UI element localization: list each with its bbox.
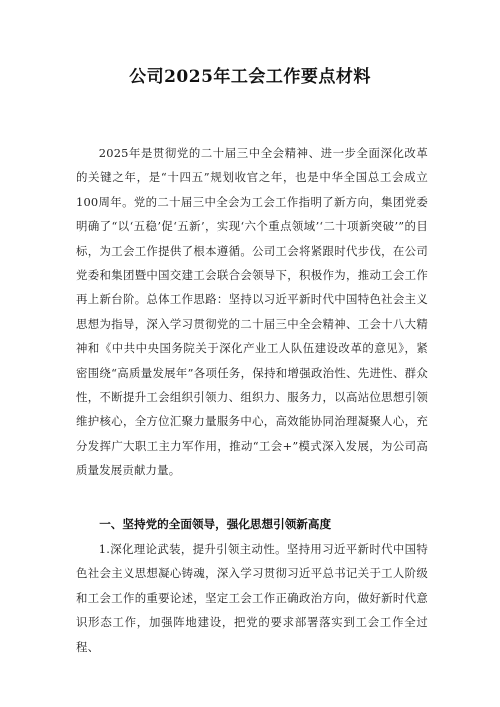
document-title: 公司2025年工会工作要点材料 [129, 67, 371, 87]
section-heading: 一、坚持党的全面领导，强化思想引领新高度 [99, 517, 332, 531]
intro-paragraph: 2025年是贯彻党的二十届三中全会精神、进一步全面深化改革的关键之年，是“十四五”规划收官之年，也是中华全国总工会成立100周年。党的二十届三中全会为工会工作指明了新方向，集团党委明确了“以‘五稳’促‘五新’，实现‘六个重点领域’‘二十项新突破’”的目标，为工会工作提供了根本遵循。公司工会将紧跟时代步伐，在公司党委和集团暨中国交建工会联合会领导下，积极作为，推动工会工作再上新台阶。总体工作思路：坚持以习近平新时代中国特色社会主义思想为指导，深入学习贯彻党的二十届三中全会精神、工会十八大精神和《中共中央国务院关于深化产业工人队伍建设改革的意见》，紧密围绕“高质量发展年”各项任务，保持和增强政治性、先进性、群众性，不断提升工会组织引领力、组织力、服务力，以高站位思想引领维护核心，全方位汇聚力量服务中心，高效能协同治理凝聚人心，充分发挥广大职工主力军作用，推动“工会+”模式深入发展，为公司高质量发展贡献力量。 [76, 146, 428, 478]
section-paragraph: 1.深化理论武装，提升引领主动性。坚持用习近平新时代中国特色社会主义思想凝心铸魂，深入学习贯彻习近平总书记关于工人阶级和工会工作的重要论述，坚定工会工作正确政治方向，做好新时代意识形态工作，加强阵地建设，把党的要求部署落实到工会工作全过程、 [76, 542, 428, 654]
